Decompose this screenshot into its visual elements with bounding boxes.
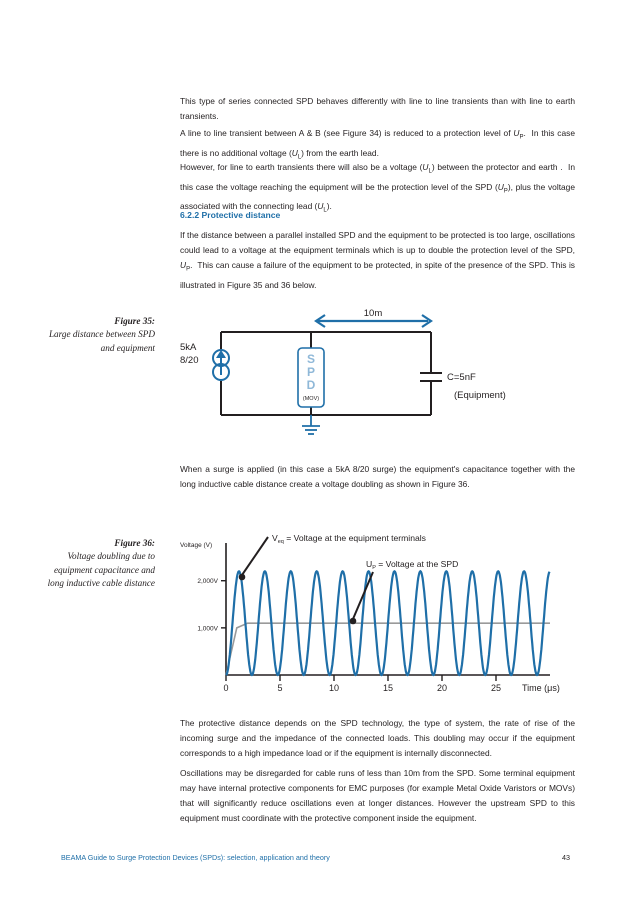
- page-number: 43: [562, 853, 570, 862]
- up-callout-dot: [350, 618, 357, 625]
- figure-36-chart: [170, 525, 580, 700]
- figure-36-caption-text: Voltage doubling due to equipment capacitance and long inductive cable distance: [47, 551, 155, 588]
- spd-letter-p: P: [306, 365, 316, 379]
- y-axis-label: Voltage (V): [180, 542, 213, 549]
- paragraph-series-spd: This type of series connected SPD behaves differently with line to line transients than with line to earth transients.: [180, 96, 575, 121]
- source-label-waveform: 8/20: [180, 355, 199, 366]
- veq-callout-line: [242, 537, 268, 575]
- spd-letter-s: S: [306, 352, 316, 366]
- equipment-label: (Equipment): [454, 390, 506, 401]
- x-tick-label: 20: [436, 683, 448, 693]
- paragraph-line-to-line: A line to line transient between A & B (see Figure 34) is reduced to a protection level of $U_P$. In this case there is no additional voltage $(U_L)$ from the earth lead.: [180, 128, 575, 161]
- veq-callout-dot: [239, 574, 246, 581]
- veq-annotation: $V_{eq}$ = Voltage at the equipment terminals: [272, 533, 426, 545]
- ground-icon: [302, 415, 320, 434]
- paragraph-protective-distance-depends: The protective distance depends on the SPD technology, the type of system, the rate of rise of the incoming surge and the impedance of the connected loads. This doubling may occur if the equipment corresponds to a high impedance load or if the equipment is internally disconnected.: [180, 718, 575, 758]
- figure-36-caption: [40, 537, 155, 590]
- figure-35-circuit: [160, 305, 560, 445]
- capacitor-label: C=5nF: [447, 372, 476, 383]
- footer-title: BEAMA Guide to Surge Protection Devices (SPDs): selection, application and theory: [61, 853, 330, 862]
- paragraph-surge-applied: When a surge is applied (in this case a 5kA 8/20 surge) the equipment's capacitance together with the long inductive cable distance create a voltage doubling as shown in Figure 36.: [180, 464, 575, 489]
- x-tick-label: 25: [490, 683, 502, 693]
- source-label-current: 5kA: [180, 342, 197, 353]
- section-heading-protective-distance: 6.2.2 Protective distance: [180, 210, 281, 220]
- spd-component: [298, 348, 324, 407]
- x-tick-label: 10: [328, 683, 340, 693]
- distance-label: 10m: [363, 308, 383, 319]
- spd-letter-d: D: [306, 378, 316, 392]
- spd-mov-label: (MOV): [302, 396, 320, 402]
- x-axis-label: Time (μs): [522, 683, 560, 693]
- x-tick-label: 15: [382, 683, 394, 693]
- up-annotation: $U_P$ = Voltage at the SPD: [366, 559, 459, 571]
- paragraph-line-to-earth: However, for line to earth transients there will also be a voltage $(U_L)$ between the protector and earth . In this case the voltage reaching the equipment will be the protection level of the SPD $(U_P)$, plus the voltage associated with the connecting lead $(U_L)$.: [180, 162, 575, 215]
- paragraph-oscillations: Oscillations may be disregarded for cable runs of less than 10m from the SPD. Some terminal equipment may have internal protective components for EMC purposes (for example Metal Oxide Varistors or MOVs) that will significantly reduce oscillations even at longer distances. However the upstream SPD to this equipment must coordinate with the protective component inside the equipment.: [180, 768, 575, 823]
- x-tick-label: 5: [277, 683, 283, 693]
- figure-36-title: Figure 36:: [114, 538, 155, 548]
- capacitor-icon: [420, 373, 442, 381]
- current-source-icon: [213, 350, 229, 380]
- y-tick-label: 2,000V: [197, 578, 218, 586]
- figure-35-caption: [40, 315, 155, 355]
- paragraph-distance: If the distance between a parallel installed SPD and the equipment to be protected is too large, oscillations could lead to a voltage at the equipment terminals which is up to double the protection level of the SPD, $U_P$. This can cause a failure of the equipment to be protected, in spite of the presence of the SPD. This is illustrated in Figure 35 and 36 below.: [180, 230, 575, 290]
- figure-35-caption-text: Large distance between SPD and equipment: [48, 329, 155, 353]
- y-tick-label: 1,000V: [197, 625, 218, 633]
- x-tick-label: 0: [223, 683, 229, 693]
- figure-35-title: Figure 35:: [114, 316, 155, 326]
- circuit-wires: [221, 332, 431, 415]
- series-group: [226, 571, 550, 675]
